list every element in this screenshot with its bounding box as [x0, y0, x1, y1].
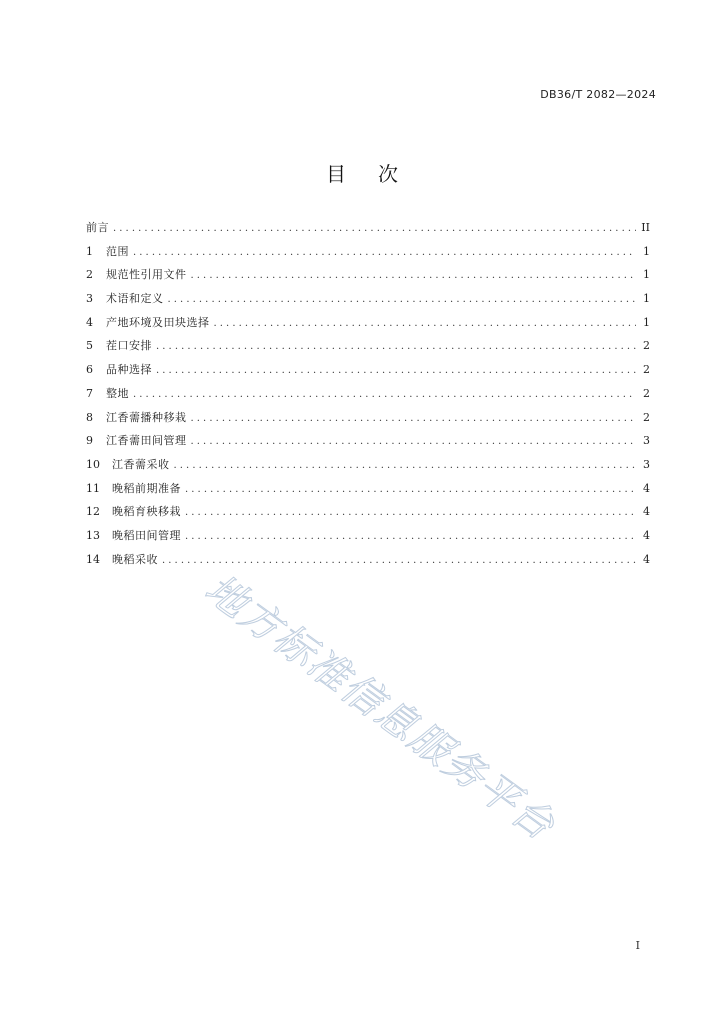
toc-leader-dots [174, 454, 637, 477]
toc-entry-page: 4 [643, 481, 650, 495]
toc-entry-label: 江香薷采收 [112, 457, 170, 471]
toc-leader-dots [185, 525, 636, 548]
toc-entry-page: 1 [643, 244, 650, 258]
toc-entry-label: 规范性引用文件 [106, 268, 187, 282]
toc-leader-dots [162, 549, 636, 572]
toc-entry-number: 11 [86, 481, 100, 495]
toc-entry-label: 江香薷田间管理 [106, 434, 187, 448]
toc-entry-label: 晚稻田间管理 [112, 528, 181, 542]
toc-entry-number: 12 [86, 505, 100, 519]
toc-entry-page: 3 [643, 457, 650, 471]
toc-entry-9[interactable] [86, 429, 650, 453]
document-code: DB36/T 2082—2024 [540, 88, 656, 101]
toc-leader-dots [113, 217, 636, 240]
toc-leader-dots [133, 241, 636, 264]
toc-entry-label: 整地 [106, 386, 129, 400]
toc-entry-number: 7 [86, 386, 93, 400]
toc-entry-page: 4 [643, 505, 650, 519]
toc-entry-1[interactable] [86, 240, 650, 264]
toc-leader-dots [191, 407, 637, 430]
page-number: I [635, 939, 640, 952]
toc-leader-dots [156, 359, 636, 382]
toc-entry-label: 晚稻采收 [112, 552, 158, 566]
toc-entry-number: 3 [86, 292, 93, 306]
toc-entry-page: 3 [643, 434, 650, 448]
toc-entry-10[interactable] [86, 453, 650, 477]
toc-entry-3[interactable] [86, 287, 650, 311]
toc-entry-number: 6 [86, 363, 93, 377]
toc-entry-page: 1 [643, 315, 650, 329]
toc-entry-number: 5 [86, 339, 93, 353]
toc-leader-dots [185, 478, 636, 501]
toc-entry-number: 10 [86, 457, 100, 471]
toc-entry-label: 产地环境及田块选择 [106, 315, 210, 329]
toc-entry-label: 晚稻育秧移栽 [112, 505, 181, 519]
toc-entry-label: 术语和定义 [106, 292, 164, 306]
toc-entry-number: 1 [86, 244, 93, 258]
toc-entry-number: 13 [86, 528, 100, 542]
toc-entry-7[interactable] [86, 382, 650, 406]
title-char-2: 次 [378, 162, 398, 186]
watermark-text: 地方标准信息服务平台 [196, 565, 564, 850]
toc-entry-number: 14 [86, 552, 100, 566]
toc-entry-12[interactable] [86, 500, 650, 524]
toc-entry-number: 2 [86, 268, 93, 282]
toc-entry-number: 4 [86, 315, 93, 329]
toc-entry-label: 品种选择 [106, 363, 152, 377]
toc-entry-page: 2 [643, 363, 650, 377]
toc-entry-8[interactable] [86, 406, 650, 430]
toc-entry-label: 晚稻前期准备 [112, 481, 181, 495]
toc-entry-11[interactable] [86, 477, 650, 501]
toc-entry-page: 2 [643, 410, 650, 424]
toc-entry-4[interactable] [86, 311, 650, 335]
toc-entry-number: 8 [86, 410, 93, 424]
toc-entry-14[interactable] [86, 548, 650, 572]
toc-leader-dots [133, 383, 636, 406]
toc-entry-label: 范围 [106, 244, 129, 258]
page-title [0, 158, 724, 187]
title-char-1: 目 [326, 162, 346, 186]
toc-entry-page: II [641, 221, 650, 234]
toc-entry-foreword[interactable] [86, 216, 650, 240]
toc-leader-dots [191, 264, 637, 287]
toc-entry-page: 4 [643, 528, 650, 542]
toc-leader-dots [214, 312, 637, 335]
toc-entry-page: 1 [643, 268, 650, 282]
toc-entry-page: 4 [643, 552, 650, 566]
toc-entry-2[interactable] [86, 263, 650, 287]
toc-entry-label: 茬口安排 [106, 339, 152, 353]
toc-entry-6[interactable] [86, 358, 650, 382]
toc-entry-5[interactable] [86, 334, 650, 358]
toc-leader-dots [156, 335, 636, 358]
toc-entry-page: 2 [643, 339, 650, 353]
toc-leader-dots [185, 501, 636, 524]
table-of-contents [86, 216, 650, 571]
toc-leader-dots [168, 288, 637, 311]
toc-entry-label: 前言 [86, 221, 109, 234]
toc-entry-number: 9 [86, 434, 93, 448]
toc-entry-label: 江香薷播种移栽 [106, 410, 187, 424]
toc-entry-page: 2 [643, 386, 650, 400]
toc-entry-13[interactable] [86, 524, 650, 548]
toc-leader-dots [191, 430, 637, 453]
toc-entry-page: 1 [643, 292, 650, 306]
